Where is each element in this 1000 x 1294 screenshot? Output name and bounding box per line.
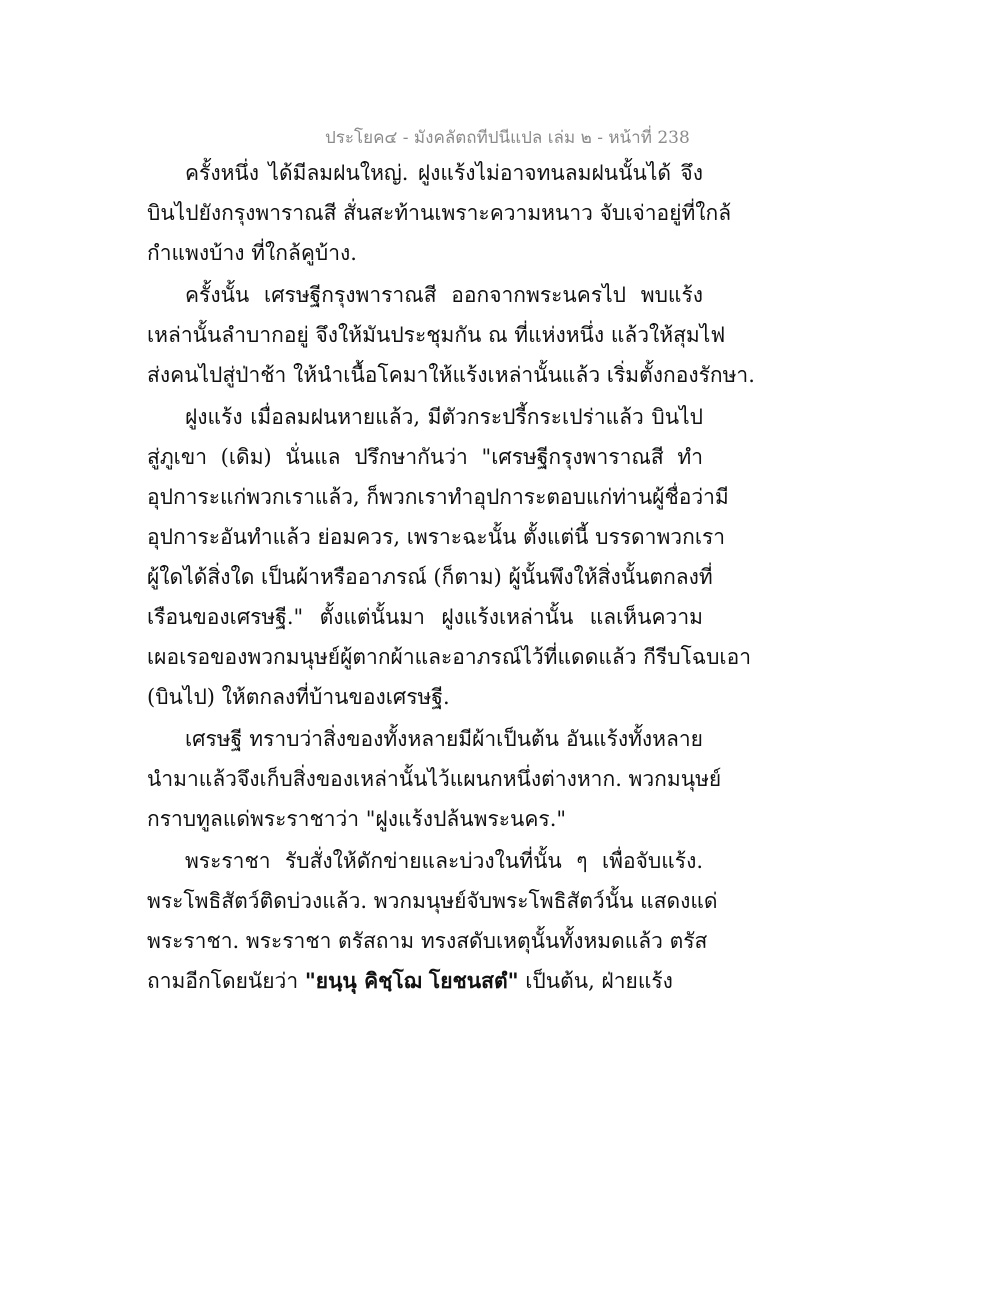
text-line: กราบทูลแด่พระราชาว่า "ฝูงแร้งปล้นพระนคร.": [147, 807, 567, 831]
text-line: ฝูงแร้ง เมื่อลมฝนหายแล้ว, มีตัวกระปรี้กระเปร่าแล้ว บินไป: [185, 405, 703, 429]
text-line: พระราชา รับสั่งให้ดักข่ายและบ่วงในที่นั้น ๆ เพื่อจับแร้ง.: [185, 849, 703, 873]
text-line: สู่ภูเขา (เดิม) นั่นแล ปรึกษากันว่า "เศรษฐีกรุงพาราณสี ทำ: [147, 445, 703, 469]
text-line: เศรษฐี ทราบว่าสิ่งของทั้งหลายมีผ้าเป็นต้น อันแร้งทั้งหลาย: [185, 727, 703, 751]
pali-quote: "ยนฺนุ คิชฺโฌ โยชนสตํ": [304, 968, 519, 993]
text-line: ผู้ใดได้สิ่งใด เป็นผ้าหรืออาภรณ์ (ก็ตาม) ผู้นั้นพึงให้สิ่งนั้นตกลงที่: [147, 565, 713, 589]
text-line-last: [147, 966, 703, 996]
text-segment: ถามอีกโดยนัยว่า: [147, 969, 305, 993]
text-line: กำแพงบ้าง ที่ใกล้คูบ้าง.: [147, 241, 357, 265]
text-line: ส่งคนไปสู่ป่าช้า ให้นำเนื้อโคมาให้แร้งเหล่านั้นแล้ว เริ่มตั้งกองรักษา.: [147, 363, 755, 387]
text-line: นำมาแล้วจึงเก็บสิ่งของเหล่านั้นไว้แผนกหนึ่งต่างหาก. พวกมนุษย์: [147, 767, 722, 791]
text-line: เผอเรอของพวกมนุษย์ผู้ตากผ้าและอาภรณ์ไว้ที่แดดแล้ว กีรีบโฉบเอา: [147, 645, 752, 669]
text-line: อุปการะแก่พวกเราแล้ว, ก็พวกเราทำอุปการะตอบแก่ท่านผู้ชื่อว่ามี: [147, 485, 729, 509]
text-segment: เป็นต้น, ฝ่ายแร้ง: [518, 969, 673, 993]
text-line: ครั้งนั้น เศรษฐีกรุงพาราณสี ออกจากพระนครไป พบแร้ง: [185, 283, 703, 307]
text-line: เหล่านั้นลำบากอยู่ จึงให้มันประชุมกัน ณ ที่แห่งหนึ่ง แล้วให้สุมไฟ: [147, 323, 726, 347]
text-line: เรือนของเศรษฐี." ตั้งแต่นั้นมา ฝูงแร้งเหล่านั้น แลเห็นความ: [147, 605, 703, 629]
text-line: บินไปยังกรุงพาราณสี สั่นสะท้านเพราะความหนาว จับเจ่าอยู่ที่ใกล้: [147, 201, 732, 225]
text-line: (บินไป) ให้ตกลงที่บ้านของเศรษฐี.: [147, 685, 450, 709]
text-line: อุปการะอันทำแล้ว ย่อมควร, เพราะฉะนั้น ตั้งแต่นี้ บรรดาพวกเรา: [147, 525, 726, 549]
text-line: พระราชา. พระราชา ตรัสถาม ทรงสดับเหตุนั้นทั้งหมดแล้ว ตรัส: [147, 929, 708, 953]
page-header: ประโยค๔ - มังคลัตถทีปนีแปล เล่ม ๒ - หน้าที่ 238: [325, 128, 690, 148]
text-line: พระโพธิสัตว์ติดบ่วงแล้ว. พวกมนุษย์จับพระโพธิสัตว์นั้น แสดงแด่: [147, 889, 718, 913]
text-line: ครั้งหนึ่ง ได้มีลมฝนใหญ่. ฝูงแร้งไม่อาจทนลมฝนนั้นได้ จึง: [185, 161, 703, 185]
